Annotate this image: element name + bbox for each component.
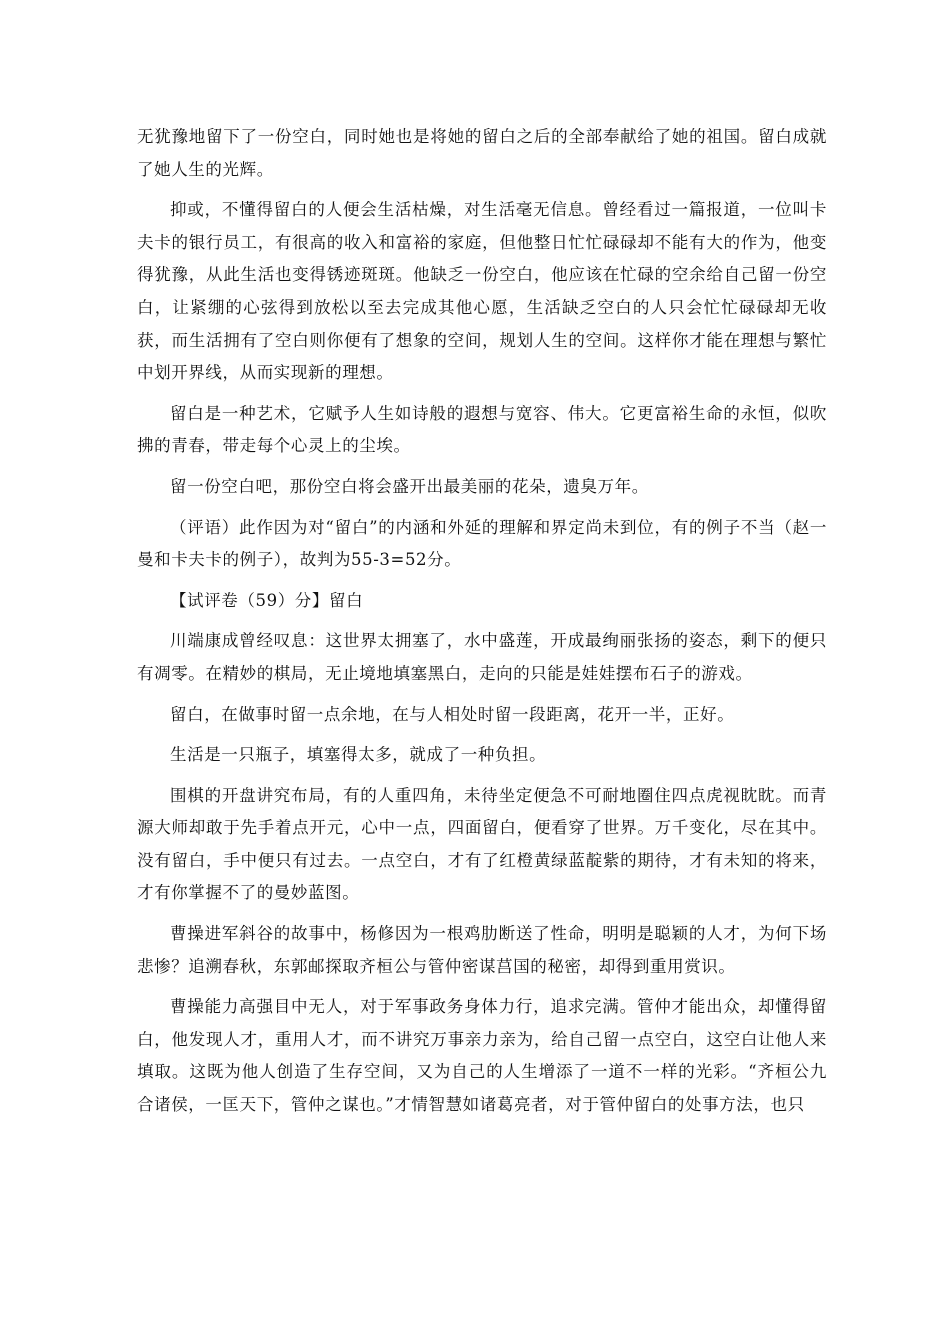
sample-heading: 【试评卷（59）分】留白 (170, 590, 364, 610)
paragraph-kawabata: 川端康成曾经叹息：这世界太拥塞了，水中盛莲，开成最绚丽张扬的姿态，剩下的便只有凋零。在精妙的棋局，无止境地填塞黑白，走向的只能是娃娃摆布石子的游戏。 (137, 631, 827, 683)
paragraph-guan-zhong: 曹操能力高强目中无人，对于军事政务身体力行，追求完满。管仲才能出众，却懂得留白，他发现人才，重用人才，而不讲究万事亲力亲为，给自己留一点空白，这空白让他人来填取。这既为他人创造了生存空间，又为自己的人生增添了一道不一样的光彩。“齐桓公九合诸侯，一匡天下，管仲之谋也。”才情智慧如诸葛亮者，对于管仲留白的处事方法，也只 (137, 997, 827, 1115)
paragraph-closing: 留一份空白吧，那份空白将会盛开出最美丽的花朵，遗臭万年。 (170, 476, 649, 496)
essay-body (137, 121, 827, 1130)
paragraph-go-game: 围棋的开盘讲究布局，有的人重四角，未待坐定便急不可耐地圈住四点虎视眈眈。而青源大师却敢于先手着点开元，心中一点，四面留白，便看穿了世界。万千变化，尽在其中。没有留白，手中便只有过去。一点空白，才有了红橙黄绿蓝靛紫的期待，才有未知的将来，才有你掌握不了的曼妙蓝图。 (137, 785, 827, 903)
paragraph-art: 留白是一种艺术，它赋予人生如诗般的遐想与宽容、伟大。它更富裕生命的永恒，似吹拂的青春，带走每个心灵上的尘埃。 (137, 403, 827, 456)
paragraph-bottle: 生活是一只瓶子，填塞得太多，就成了一种负担。 (170, 745, 547, 765)
paragraph-yang-xiu: 曹操进军斜谷的故事中，杨修因为一根鸡肋断送了性命，明明是聪颖的人才，为何下场悲惨？追溯春秋，东郭邮探取齐桓公与管仲密谋莒国的秘密，却得到重用赏识。 (137, 924, 827, 976)
paragraph-kafka: 抑或，不懂得留白的人便会生活枯燥，对生活毫无信息。曾经看过一篇报道，一位叫卡夫卡的银行员工，有很高的收入和富裕的家庭，但他整日忙忙碌碌却不能有大的作为，他变得犹豫，从此生活也变得锈迹斑斑。他缺乏一份空白，他应该在忙碌的空余给自己留一份空白，让紧绷的心弦得到放松以至去完成其他心愿，生活缺乏空白的人只会忙忙碌碌却无收获，而生活拥有了空白则你便有了想象的空间，规划人生的空间。这样你才能在理想与繁忙中划开界线，从而实现新的理想。 (137, 200, 827, 383)
paragraph-definition: 留白，在做事时留一点余地，在与人相处时留一段距离，花开一半，正好。 (170, 704, 735, 724)
paragraph-comment: （评语）此作因为对“留白”的内涵和外延的理解和界定尚未到位，有的例子不当（赵一曼和卡夫卡的例子），故判为55-3=52分。 (137, 517, 827, 570)
paragraph-continuation: 无犹豫地留下了一份空白，同时她也是将她的留白之后的全部奉献给了她的祖国。留白成就了她人生的光辉。 (137, 127, 827, 179)
